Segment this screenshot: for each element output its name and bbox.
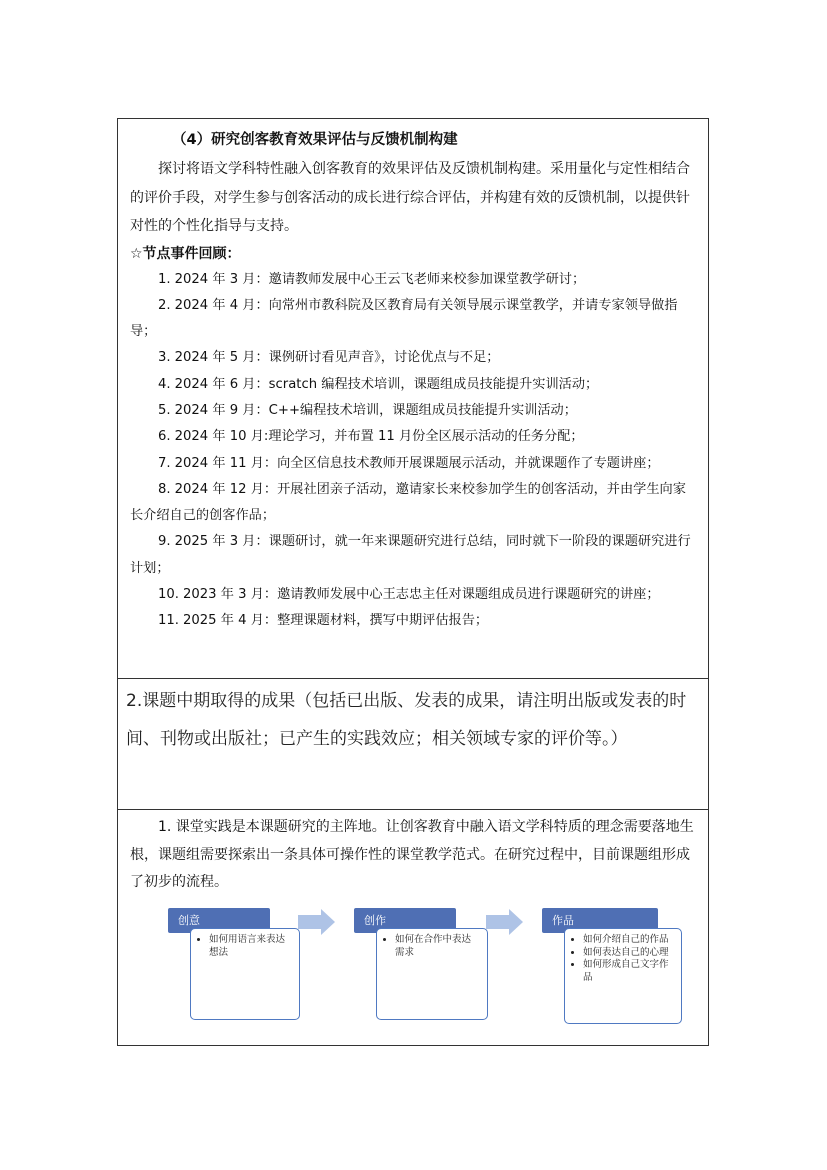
- event-item: 4. 2024 年 6 月：scratch 编程技术培训，课题组成员技能提升实训活动；: [158, 376, 599, 392]
- event-item: 11. 2025 年 4 月：整理课题材料，撰写中期评估报告；: [158, 613, 489, 629]
- flow-bullet: • 如何介绍自己的作品: [583, 934, 673, 947]
- section2-cell: [126, 682, 698, 758]
- flow-stage-title: 创作: [354, 908, 456, 933]
- event-item: 3. 2024 年 5 月：课例研讨看见声音》，讨论优点与不足；: [158, 350, 500, 366]
- event-item: 5. 2024 年 9 月：C++编程技术培训，课题组成员技能提升实训活动；: [158, 402, 577, 418]
- flow-stage-title: 作品: [542, 908, 658, 933]
- flow-bullet: • 如何形成自己文字作品: [583, 959, 673, 984]
- flow-stage-box: [564, 928, 682, 1024]
- events-list: [130, 267, 698, 635]
- flow-bullet: • 如何用语言来表达想法: [209, 934, 291, 959]
- flow-stage-title: 创意: [168, 908, 270, 933]
- section3-cell: [130, 814, 698, 897]
- flow-arrow-head: [321, 909, 335, 935]
- flow-bullet: • 如何表达自己的心理: [583, 947, 673, 960]
- event-item: 7. 2024 年 11 月：向全区信息技术教师开展课题展示活动，并就课题作了专题讲座；: [158, 455, 660, 471]
- flow-bullet: • 如何在合作中表达需求: [395, 934, 479, 959]
- flow-stage-box: [190, 928, 300, 1020]
- event-item: 9. 2025 年 3 月：课题研讨，就一年来课题研究进行总结，同时就下一阶段的课题研究进行计划；: [130, 534, 691, 576]
- event-item: 10. 2023 年 3 月：邀请教师发展中心王志忠主任对课题组成员进行课题研究的讲座；: [158, 587, 660, 603]
- section2-heading: 2.课题中期取得的成果（包括已出版、发表的成果，请注明出版或发表的时间、刊物或出版社；已产生的实践效应；相关领域专家的评价等。）: [126, 691, 687, 749]
- section4-cell: [130, 125, 698, 635]
- row-divider: [118, 678, 708, 679]
- event-item: 8. 2024 年 12 月：开展社团亲子活动，邀请家长来校参加学生的创客活动，并由学生向家长介绍自己的创客作品；: [130, 481, 686, 524]
- event-item: 6. 2024 年 10 月:理论学习，并布置 11 月份全区展示活动的任务分配；: [158, 429, 584, 445]
- flow-arrow: [298, 915, 322, 929]
- section3-paragraph: 1. 课堂实践是本课题研究的主阵地。让创客教育中融入语文学科特质的理念需要落地生根，课题组需要探索出一条具体可操作性的课堂教学范式。在研究过程中，目前课题组形成了初步的流程。: [130, 819, 694, 890]
- flow-stage-box: [376, 928, 488, 1020]
- events-heading: ☆节点事件回顾：: [130, 245, 241, 262]
- event-item: 1. 2024 年 3 月：邀请教师发展中心王云飞老师来校参加课堂教学研讨；: [158, 271, 586, 287]
- section4-paragraph: 探讨将语文学科特性融入创客教育的效果评估及反馈机制构建。采用量化与定性相结合的评价手段，对学生参与创客活动的成长进行综合评估，并构建有效的反馈机制，以提供针对性的个性化指导与支持。: [130, 161, 690, 234]
- flow-arrow: [486, 915, 510, 929]
- row-divider: [118, 809, 708, 810]
- report-table: [117, 118, 709, 1046]
- section4-title: （4）研究创客教育效果评估与反馈机制构建: [172, 132, 458, 148]
- flow-diagram: [168, 908, 688, 1028]
- event-item: 2. 2024 年 4 月：向常州市教科院及区教育局有关领导展示课堂教学，并请专家领导做指导；: [130, 297, 678, 340]
- flow-arrow-head: [509, 909, 523, 935]
